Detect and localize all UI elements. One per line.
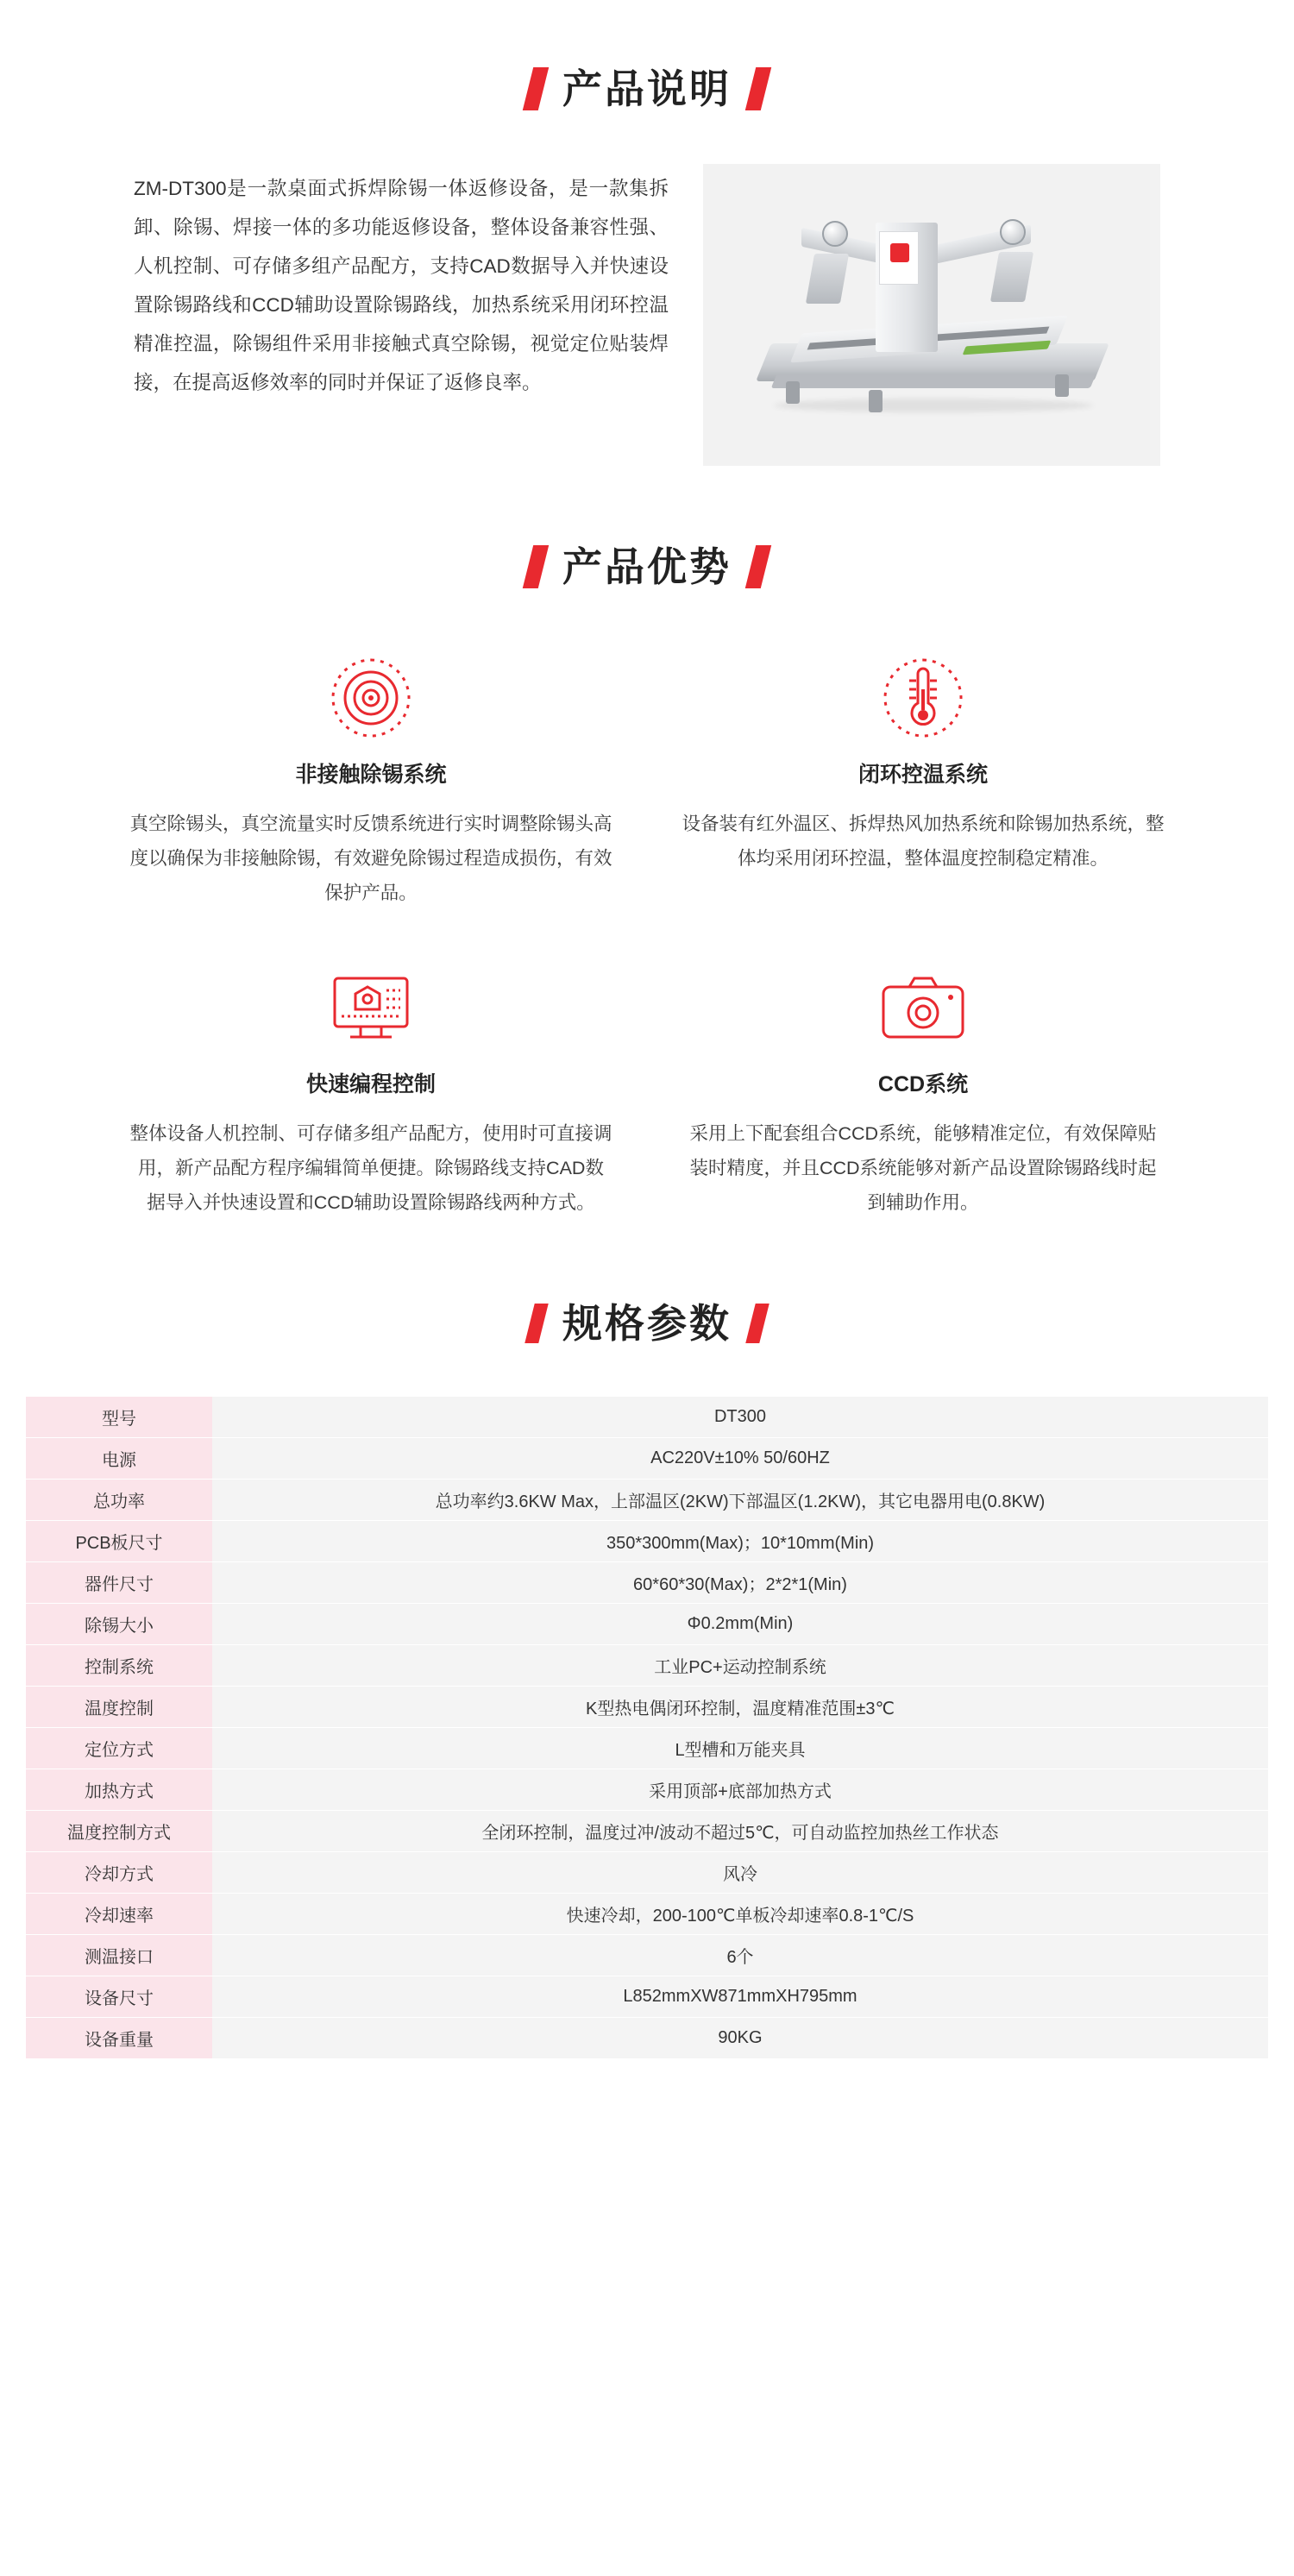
table-row [26,1521,1268,1562]
spec-key: 加热方式 [26,1769,212,1811]
spec-value: 全闭环控制，温度过冲/波动不超过5℃，可自动监控加热丝工作状态 [212,1811,1268,1852]
spec-value: AC220V±10% 50/60HZ [212,1438,1268,1480]
spacer-after-description [0,466,1294,545]
machine-foot-2 [1055,374,1069,397]
spec-key: 定位方式 [26,1728,212,1769]
spec-value: 采用顶部+底部加热方式 [212,1769,1268,1811]
product-photo [703,164,1160,466]
spec-key: 冷却速率 [26,1894,212,1935]
brand-logo-icon [890,243,909,262]
table-row [26,2018,1268,2059]
spec-value: Φ0.2mm(Min) [212,1604,1268,1645]
advantage-body: 采用上下配套组合CCD系统，能够精准定位，有效保障贴装时精度，并且CCD系统能够对新产品设置除锡路线时起到辅助作用。 [689,1123,1157,1213]
advantage-item-ccd [664,962,1182,1220]
page-title: 产品说明 [562,66,732,111]
programming-monitor-icon [112,962,630,1053]
spec-key: 温度控制 [26,1687,212,1728]
accent-slash-left-icon [523,545,549,588]
spec-value: 6个 [212,1935,1268,1976]
machine-knob-right [1000,219,1026,245]
spec-table [26,1397,1268,2060]
table-row [26,1728,1268,1769]
table-row [26,1604,1268,1645]
table-row [26,1480,1268,1521]
spec-value: 90KG [212,2018,1268,2059]
advantages-title: 产品优势 [562,544,732,589]
spec-value: 350*300mm(Max)；10*10mm(Min) [212,1521,1268,1562]
section-header-advantages [0,545,1294,588]
spec-value: 总功率约3.6KW Max，上部温区(2KW)下部温区(1.2KW)，其它电器用电(0.8KW) [212,1480,1268,1521]
advantage-title: 闭环控温系统 [857,763,988,787]
spec-key: 除锡大小 [26,1604,212,1645]
spec-key: 器件尺寸 [26,1562,212,1604]
spec-value: 工业PC+运动控制系统 [212,1645,1268,1687]
machine-head-right [990,252,1033,302]
advantage-title: CCD系统 [877,1072,969,1097]
table-row [26,1894,1268,1935]
spec-key: 控制系统 [26,1645,212,1687]
advantage-title: 快速编程控制 [305,1072,436,1097]
spec-key: 设备重量 [26,2018,212,2059]
machine-foot-1 [786,381,800,404]
table-row [26,1687,1268,1728]
advantage-body: 整体设备人机控制、可存储多组产品配方，使用时可直接调用，新产品配方程序编辑简单便捷。除锡路线支持CAD数据导入并快速设置和CCD辅助设置除锡路线两种方式。 [129,1123,612,1213]
machine-knob-left [822,221,848,247]
table-row [26,1935,1268,1976]
camera-icon [664,962,1182,1053]
accent-slash-right-icon [745,1304,769,1343]
accent-slash-left-icon [523,67,549,110]
machine-illustration [748,205,1119,425]
spec-key: 电源 [26,1438,212,1480]
spacer-after-advantages [0,1221,1294,1304]
description-text: ZM-DT300是一款桌面式拆焊除锡一体返修设备，是一款集拆卸、除锡、焊接一体的多功能返修设备，整体设备兼容性强、人机控制、可存储多组产品配方，支持CAD数据导入并快速设置除锡路线和CCD辅助设置除锡路线，加热系统采用闭环控温精准控温，除锡组件采用非接触式真空除锡，视觉定位贴装焊接，在提高返修效率的同时并保证了返修良率。 [134,178,669,393]
spec-value: L型槽和万能夹具 [212,1728,1268,1769]
table-row [26,1852,1268,1894]
table-row [26,1769,1268,1811]
vacuum-desolder-icon [112,652,630,744]
spec-key: 总功率 [26,1480,212,1521]
advantage-body: 设备装有红外温区、拆焊热风加热系统和除锡加热系统，整体均采用闭环控温，整体温度控制稳定精准。 [682,814,1165,869]
accent-slash-right-icon [745,545,771,588]
spec-value: 60*60*30(Max)；2*2*1(Min) [212,1562,1268,1604]
advantage-title: 非接触除锡系统 [295,763,447,787]
top-spacer [0,0,1294,67]
spec-table-body [26,1397,1268,2059]
description-block [0,164,1294,466]
bottom-spacer [0,2059,1294,2111]
advantage-item-fast-programming [112,962,630,1220]
table-row [26,1976,1268,2018]
machine-shadow [774,399,1093,412]
advantage-item-closed-loop-temp [664,652,1182,910]
spec-key: 温度控制方式 [26,1811,212,1852]
thermometer-icon [664,652,1182,744]
table-row [26,1811,1268,1852]
table-row [26,1562,1268,1604]
spec-key: 设备尺寸 [26,1976,212,2018]
machine-foot-3 [869,390,883,412]
accent-slash-right-icon [745,67,771,110]
advantage-item-vacuum-desolder [112,652,630,910]
machine-base-lower [771,374,1096,388]
spec-value: 风冷 [212,1852,1268,1894]
spec-value: DT300 [212,1397,1268,1438]
advantages-grid [112,652,1182,1221]
section-header-description [0,67,1294,110]
table-row [26,1645,1268,1687]
table-row [26,1438,1268,1480]
table-row [26,1397,1268,1438]
advantage-body: 真空除锡头，真空流量实时反馈系统进行实时调整除锡头高度以确保为非接触除锡，有效避免除锡过程造成损伤，有效保护产品。 [129,814,612,903]
spec-key: PCB板尺寸 [26,1521,212,1562]
spec-value: L852mmXW871mmXH795mm [212,1976,1268,2018]
spec-value: K型热电偶闭环控制，温度精准范围±3℃ [212,1687,1268,1728]
spec-value: 快速冷却，200-100℃单板冷却速率0.8-1℃/S [212,1894,1268,1935]
accent-slash-left-icon [525,1304,548,1343]
section-header-specs [0,1300,1294,1346]
spec-key: 冷却方式 [26,1852,212,1894]
specs-title: 规格参数 [562,1300,732,1346]
machine-head-left [806,254,849,304]
spec-key: 测温接口 [26,1935,212,1976]
spec-key: 型号 [26,1397,212,1438]
